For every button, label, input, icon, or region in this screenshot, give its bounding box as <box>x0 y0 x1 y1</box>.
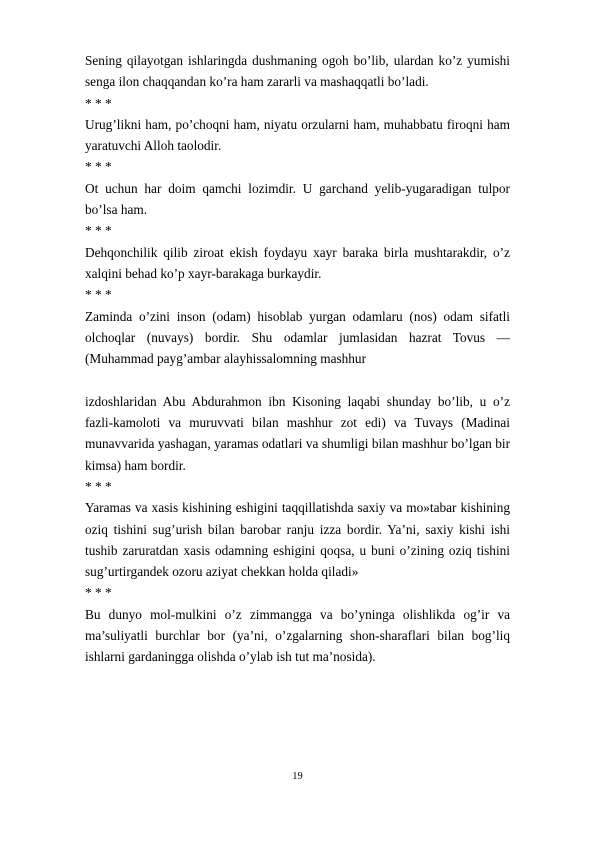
page-body <box>85 50 510 668</box>
section-separator: * * * <box>85 159 112 175</box>
section-separator: * * * <box>85 287 112 303</box>
paragraph-gap <box>85 369 510 390</box>
paragraph: Bu dunyo mol-mulkini o’z zimmangga va bo’yninga olishlikda og’ir va ma’suliyatli burchlar bor (ya’ni, o’zgalarning shon-sharaflari bilan bog’liq ishlarni gardaningga olishda o’ylab ish tut ma’nosida). <box>85 606 510 665</box>
paragraph: Ot uchun har doim qamchi lozimdir. U garchand yelib-yugaradigan tulpor bo’lsa ham. <box>85 180 510 218</box>
paragraph: Urug’likni ham, po’choqni ham, niyatu orzularni ham, muhabbatu firoqni ham yaratuvchi Alloh taolodir. <box>85 116 510 154</box>
paragraph: izdoshlaridan Abu Abdurahmon ibn Kisoning laqabi shunday bo’lib, u o’z fazli-kamoloti va muruvvati bilan mashhur zot edi) va Tuvays (Madinai munavvarida yashagan, yaramas odatlari va shumligi bilan mashhur bo’lgan bir kimsa) ham bordir. <box>85 393 510 473</box>
paragraph: Yaramas va xasis kishining eshigini taqqillatishda saxiy va mo»tabar kishining oziq tishini sug’urish bilan barobar ranju izza bordir. Ya’ni, saxiy kishi ishi tushib zaruratdan xasis odamning eshigini qoqsa, u buni o’zining oziq tishini sug’urtirgandek ozoru aziyat chekkan holda qiladi» <box>85 500 510 580</box>
paragraph: Sening qilayotgan ishlaringda dushmaning ogoh bo’lib, ulardan ko’z yumishi senga ilon chaqqandan ko’ra ham zararli va mashaqqatli bo’ladi. <box>85 53 510 90</box>
section-separator: * * * <box>85 95 112 111</box>
page-number: 19 <box>292 771 303 782</box>
section-separator: * * * <box>85 223 112 239</box>
paragraph: Zaminda o’zini inson (odam) hisoblab yurgan odamlaru (nos) odam sifatli olchoqlar (nuvays) bordir. Shu odamlar jumlasidan hazrat Tovus — (Muhammad payg’ambar alayhissalomning mashhur <box>85 308 510 367</box>
paragraph: Dehqonchilik qilib ziroat ekish foydayu xayr baraka birla mushtarakdir, o’z xalqini behad ko’p xayr-barakaga burkaydir. <box>85 244 510 281</box>
section-separator: * * * <box>85 585 112 601</box>
section-separator: * * * <box>85 478 112 494</box>
